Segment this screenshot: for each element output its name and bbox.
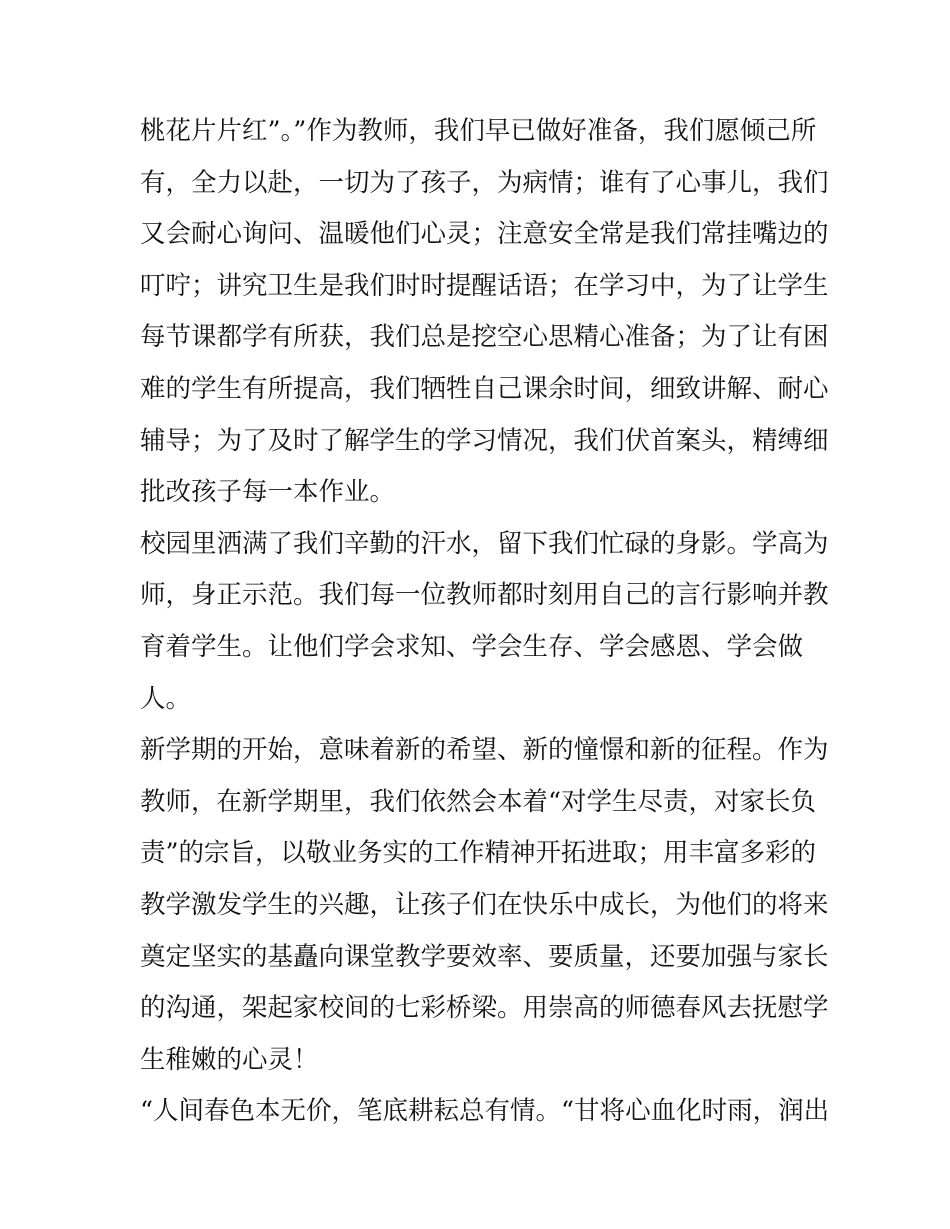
body-text [140,106,830,1138]
text-line: 师，身正示范。我们每一位教师都时刻用自己的言行影响并教 [140,580,829,611]
text-line: 育着学生。让他们学会求知、学会生存、学会感恩、学会做 [140,631,804,662]
text-line: 新学期的开始，意味着新的希望、新的憧憬和新的征程。作为 [140,735,829,766]
text-line: 辅导；为了及时了解学生的学习情况，我们伏首案头，精缚细 [140,425,829,456]
text-line: 每节课都学有所获，我们总是挖空心思精心准备；为了让有困 [140,322,829,353]
text-line: 有，全力以赴，一切为了孩子，为病情；谁有了心事儿，我们 [140,167,829,198]
text-line: 叮咛；讲究卫生是我们时时提醒话语；在学习中，为了让学生 [140,270,829,301]
text-line: “人间春色本无价，笔底耕耘总有情。“甘将心血化时雨，润出 [140,1096,830,1127]
text-line: 人。 [140,683,192,714]
text-line: 又会耐心询问、温暖他们心灵；注意安全常是我们常挂嘴边的 [140,219,829,250]
text-line: 批改孩子每一本作业。 [140,477,396,508]
text-line: 教师，在新学期里，我们依然会本着“对学生尽责，对家长负 [140,786,817,817]
text-line: 的沟通，架起家校间的七彩桥梁。用崇高的师德春风去抚慰学 [140,993,829,1024]
text-line: 奠定坚实的基矗向课堂教学要效率、要质量，还要加强与家长 [140,941,829,972]
text-line: 生稚嫩的心灵！ [140,1044,319,1075]
text-line: 桃花片片红”。”作为教师，我们早已做好准备，我们愿倾己所 [140,116,817,146]
text-line: 责”的宗旨，以敬业务实的工作精神开拓进取；用丰富多彩的 [140,838,817,869]
text-line: 校园里洒满了我们辛勤的汗水，留下我们忙碌的身影。学高为 [140,528,829,559]
text-line: 教学激发学生的兴趣，让孩子们在快乐中成长，为他们的将来 [140,889,829,920]
text-line: 难的学生有所提高，我们牺牲自己课余时间，细致讲解、耐心 [140,373,829,404]
